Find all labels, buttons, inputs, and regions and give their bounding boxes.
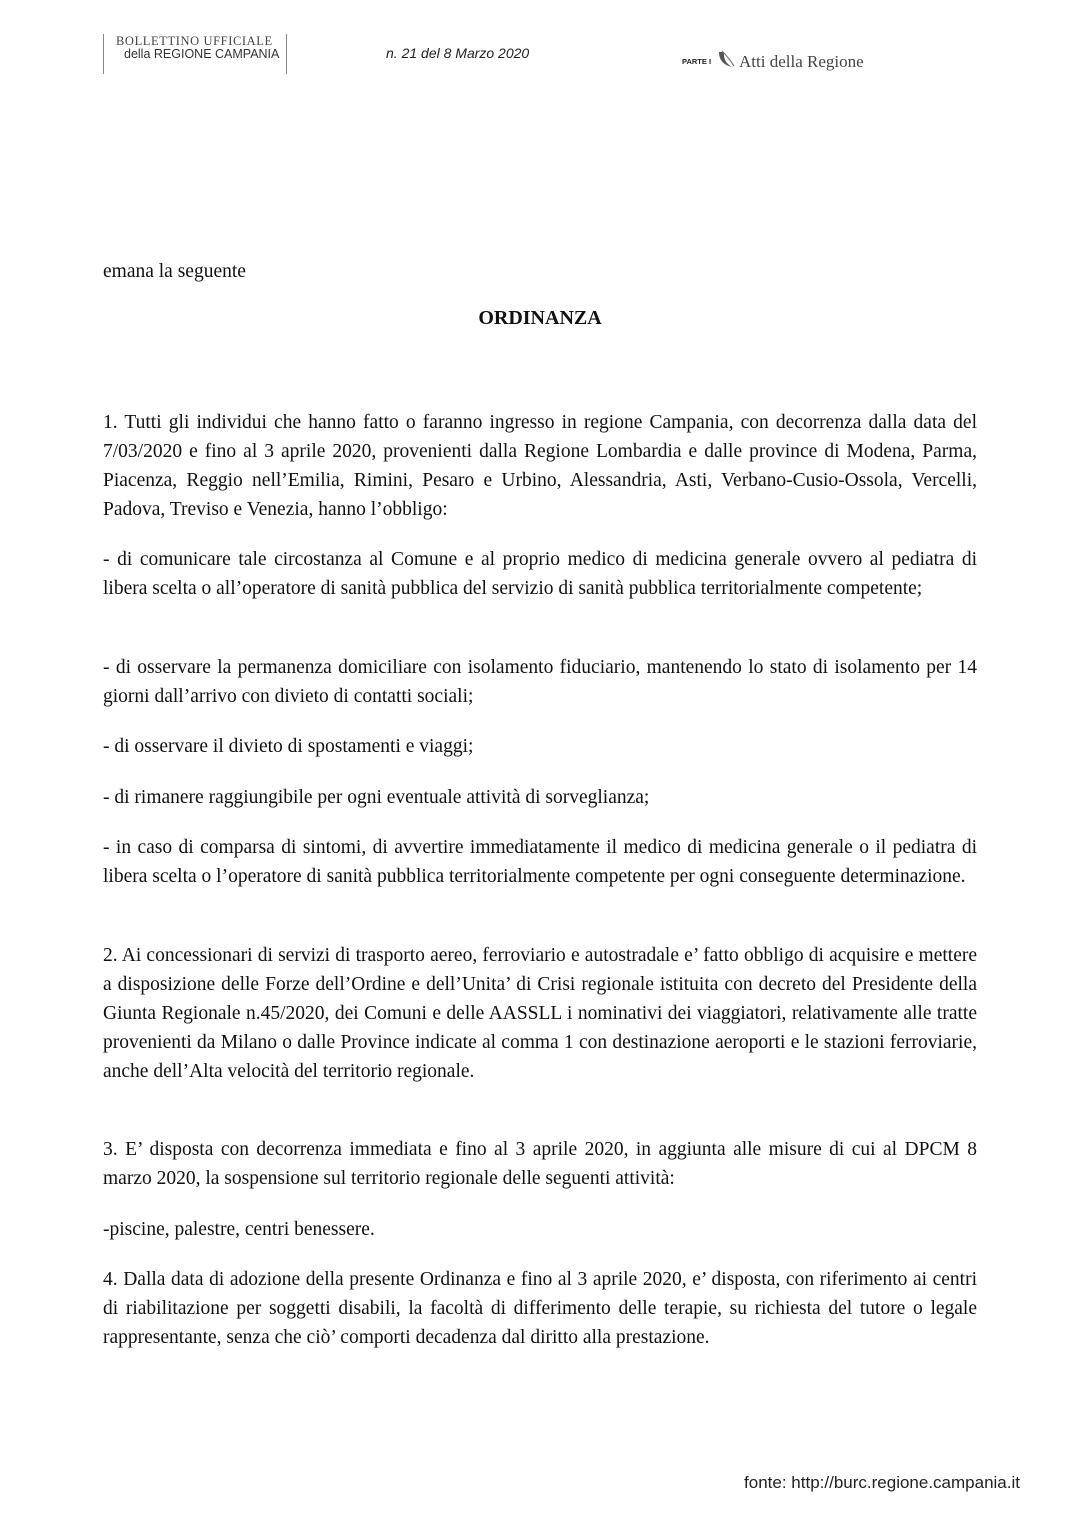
paragraph-3: 3. E’ disposta con decorrenza immediata e fino al 3 aprile 2020, in aggiunta alle misure di cui al DPCM 8 marzo 2020, la sospensione sul territorio regionale delle seguenti attività: [103, 1139, 977, 1189]
source-footer: fonte: http://burc.regione.campania.it [744, 1473, 1020, 1492]
issue-number: n. 21 del 8 Marzo 2020 [386, 45, 530, 61]
publication-region: della REGIONE CAMPANIA [124, 47, 280, 61]
paragraph-bullet-1: - di comunicare tale circostanza al Comune e al proprio medico di medicina generale ovvero al pediatra di libera scelta o all’operatore di sanità pubblica del servizio di sanità pubblica territorialmente competente; [103, 549, 977, 599]
section-label [682, 49, 864, 74]
part-label: PARTE I [682, 57, 712, 66]
intro-text: emana la seguente [103, 261, 246, 282]
paragraph-bullet-2: - di osservare la permanenza domiciliare con isolamento fiduciario, mantenendo lo stato di isolamento per 14 giorni dall’arrivo con divieto di contatti sociali; [103, 657, 977, 707]
paragraph-3-list: -piscine, palestre, centri benessere. [103, 1219, 375, 1240]
paragraph-2: 2. Ai concessionari di servizi di trasporto aereo, ferroviario e autostradale e’ fatto obbligo di acquisire e mettere a disposizione delle Forze dell’Ordine e dell’Unita’ di Crisi regionale istituita con decreto del Presidente della Giunta Regionale n.45/2020, dei Comuni e delle AASSLL i nominativi dei viaggiatori, relativamente alle tratte provenienti da Milano o dalle Province indicate al comma 1 con destinazione aeroporti e le stazioni ferroviarie, anche dell’Alta velocità del territorio regionale. [103, 945, 977, 1082]
paragraph-4: 4. Dalla data di adozione della presente Ordinanza e fino al 3 aprile 2020, e’ disposta, con riferimento ai centri di riabilitazione per soggetti disabili, la facoltà di differimento delle terapie, su richiesta del tutore o legale rappresentante, senza che ciò’ comporti decadenza dal diritto alla prestazione. [103, 1269, 977, 1348]
section-name: Atti della Regione [739, 51, 864, 71]
paragraph-1: 1. Tutti gli individui che hanno fatto o faranno ingresso in regione Campania, con decorrenza dalla data del 7/03/2020 e fino al 3 aprile 2020, provenienti dalla Regione Lombardia e dalle province di Modena, Parma, Piacenza, Reggio nell’Emilia, Rimini, Pesaro e Urbino, Alessandria, Asti, Verbano-Cusio-Ossola, Vercelli, Padova, Treviso e Venezia, hanno l’obbligo: [103, 412, 977, 520]
document-title: ORDINANZA [478, 307, 602, 329]
paragraph-bullet-3: - di osservare il divieto di spostamenti e viaggi; [103, 736, 474, 757]
paragraph-bullet-5: - in caso di comparsa di sintomi, di avvertire immediatamente il medico di medicina generale o il pediatra di libera scelta o l’operatore di sanità pubblica territorialmente competente per ogni conseguente determinazione. [103, 837, 977, 887]
publication-masthead [103, 34, 287, 74]
paragraph-bullet-4: - di rimanere raggiungibile per ogni eventuale attività di sorveglianza; [103, 787, 650, 808]
publication-name: BOLLETTINO UFFICIALE [116, 34, 273, 48]
swoosh-logo-icon [716, 49, 736, 74]
